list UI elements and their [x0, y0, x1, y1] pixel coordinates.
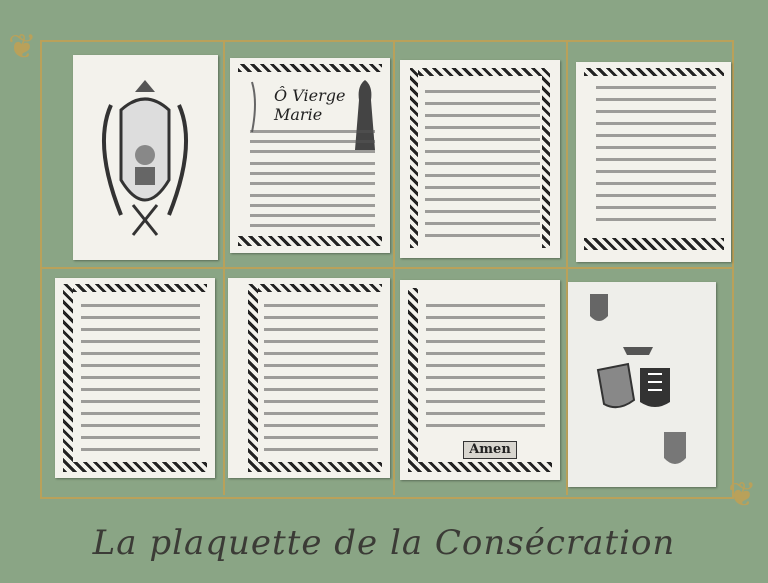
ornament-corner: ❦ — [8, 27, 37, 67]
grid-line — [42, 267, 732, 269]
heraldic-shields-icon — [568, 282, 716, 487]
plaque-prayer-page — [400, 60, 560, 258]
plaque-prayer-page — [228, 278, 390, 478]
photo-caption: La plaquette de la Consécration — [92, 523, 676, 563]
plaque-prayer-page — [576, 62, 731, 262]
plaque-vierge-marie — [230, 58, 390, 253]
card-title: Ô Vierge Marie — [274, 86, 346, 124]
plaque-prayer-page — [55, 278, 215, 478]
papal-arms-icon — [73, 55, 218, 260]
plaque-coat-of-arms — [73, 55, 218, 260]
amen-banner: Amen — [463, 441, 517, 459]
ornament-corner: ❦ — [728, 475, 757, 515]
plaque-heraldry — [568, 282, 716, 487]
